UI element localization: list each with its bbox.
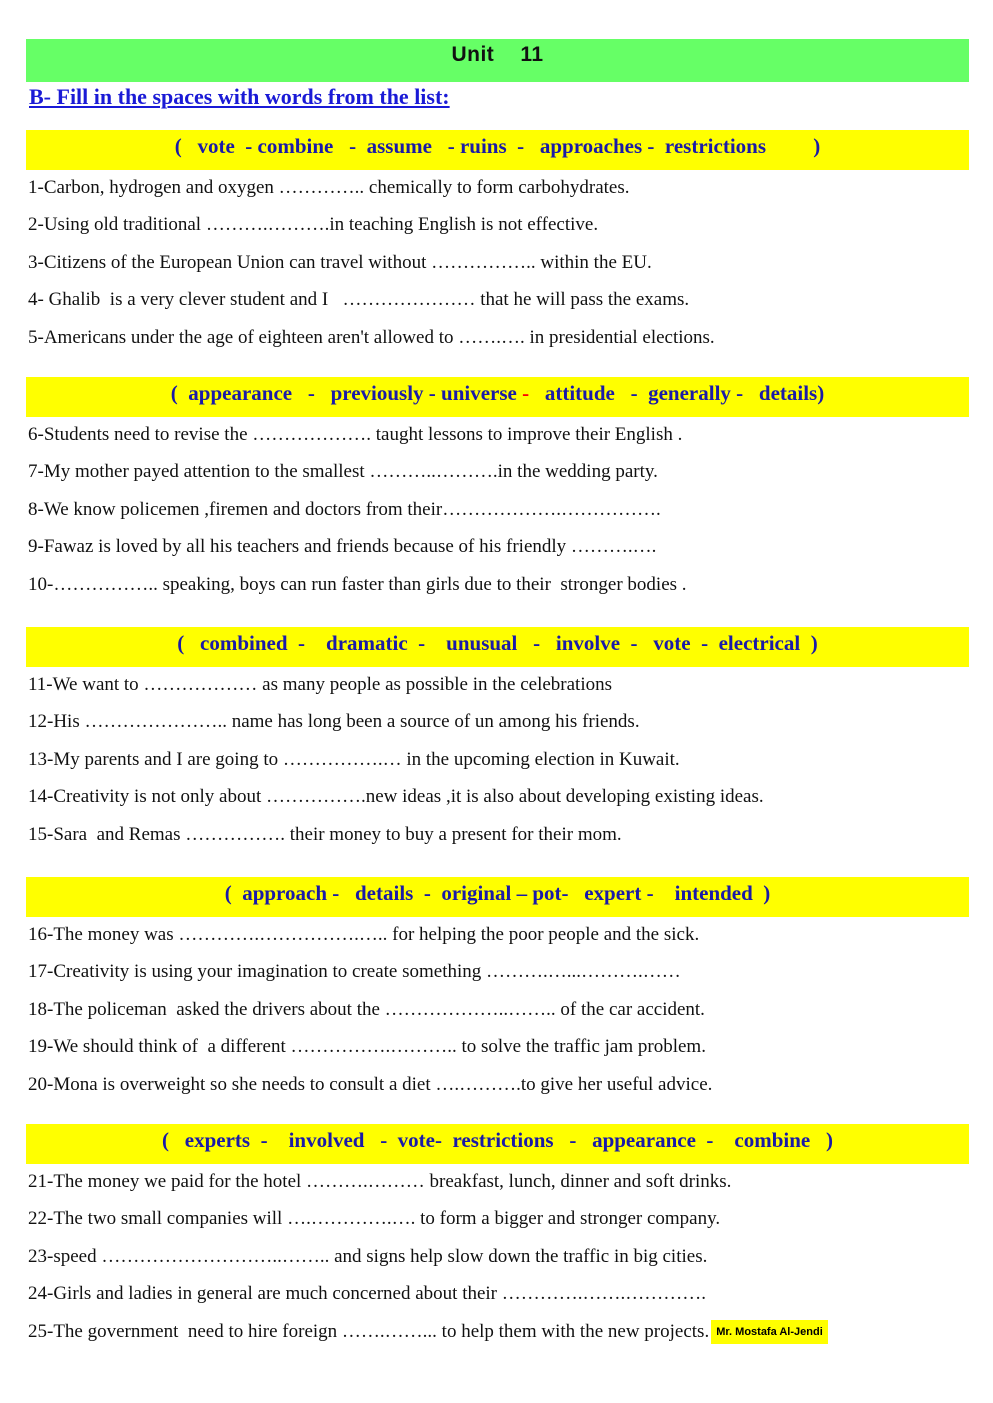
sentence-23: 23-speed ………………………..…….. and signs help slow down the traffic in big cities. [28,1245,708,1267]
word-list-part: ( appearance - previously - universe [170,381,523,405]
sentence-16: 16-The money was ………….…………….….. for helping the poor people and the sick. [28,924,700,945]
sentence-25: 25-The government need to hire foreign …….……... to help them with the new projects. [28,1320,710,1342]
sentence-15: 15-Sara and Remas ……………. their money to buy a present for their mom. [28,823,622,845]
exercise-section-3 [26,627,969,854]
sentence-2: 2-Using old traditional ……….……….in teaching English is not effective. [28,214,599,236]
word-list-bar: ( vote - combine - assume - ruins - approaches - restrictions ) [26,130,969,170]
sentence-20: 20-Mona is overweight so she needs to consult a diet ….……….to give her useful advice. [28,1073,713,1095]
sentence-11: 11-We want to ……………… as many people as possible in the celebrations [28,674,612,695]
sentence-24: 24-Girls and ladies in general are much concerned about their ………….…….…………. [28,1283,707,1305]
sentence-10: 10-…………….. speaking, boys can run faster than girls due to their stronger bodies . [28,573,687,595]
sentence-13: 13-My parents and I are going to …………….… in the upcoming election in Kuwait. [28,748,680,770]
unit-label: Unit [451,43,495,66]
exercise-section-2 [26,377,969,604]
sentence-9: 9-Fawaz is loved by all his teachers and friends because of his friendly ……….…. [28,536,657,558]
sentence-7: 7-My mother payed attention to the smallest ………..……….in the wedding party. [28,461,658,483]
sentence-12: 12-His ………………….. name has long been a source of un among his friends. [28,711,640,733]
exercise-section-5 [26,1124,969,1351]
sentence-8: 8-We know policemen ,firemen and doctors from their……………….……………. [28,498,661,520]
sentence-19: 19-We should think of a different …………….……….. to solve the traffic jam problem. [28,1036,706,1058]
exercise-section-1 [26,130,969,357]
sentence-25-line [26,1314,969,1351]
word-list-bar: ( combined - dramatic - unusual - involve - vote - electrical ) [26,627,969,667]
sentence-1: 1-Carbon, hydrogen and oxygen ………….. chemically to form carbohydrates. [28,177,630,198]
word-list-bar [26,377,969,417]
sentence-4: 4- Ghalib is a very clever student and I ………………… that he will pass the exams. [28,289,690,311]
sentence-18: 18-The policeman asked the drivers about the ………………..…….. of the car accident. [28,998,705,1020]
unit-title-bar [26,39,969,82]
word-list-part: attitude - generally - details) [529,381,825,405]
sentence-3: 3-Citizens of the European Union can travel without …………….. within the EU. [28,251,652,273]
sentence-21: 21-The money we paid for the hotel ……….……… breakfast, lunch, dinner and soft drinks. [28,1171,732,1192]
author-credit-badge: Mr. Mostafa Al-Jendi [711,1320,828,1344]
sentence-5: 5-Americans under the age of eighteen aren't allowed to …….…. in presidential elections. [28,326,715,348]
sentence-17: 17-Creativity is using your imagination to create something ……….…...……….…… [28,961,681,983]
unit-number: 11 [520,43,544,66]
sentence-14: 14-Creativity is not only about …………….new ideas ,it is also about developing existing ideas. [28,786,764,808]
word-list-red-dash: - [522,381,530,405]
word-list-bar: ( approach - details - original – pot- expert - intended ) [26,877,969,917]
word-list-bar: ( experts - involved - vote- restrictions - appearance - combine ) [26,1124,969,1164]
exercise-section-4 [26,877,969,1104]
sentence-22: 22-The two small companies will ….………….…. to form a bigger and stronger company. [28,1208,721,1230]
instruction-heading: B- Fill in the spaces with words from the list: [29,84,450,109]
sentence-6: 6-Students need to revise the ………………. taught lessons to improve their English . [28,424,683,445]
